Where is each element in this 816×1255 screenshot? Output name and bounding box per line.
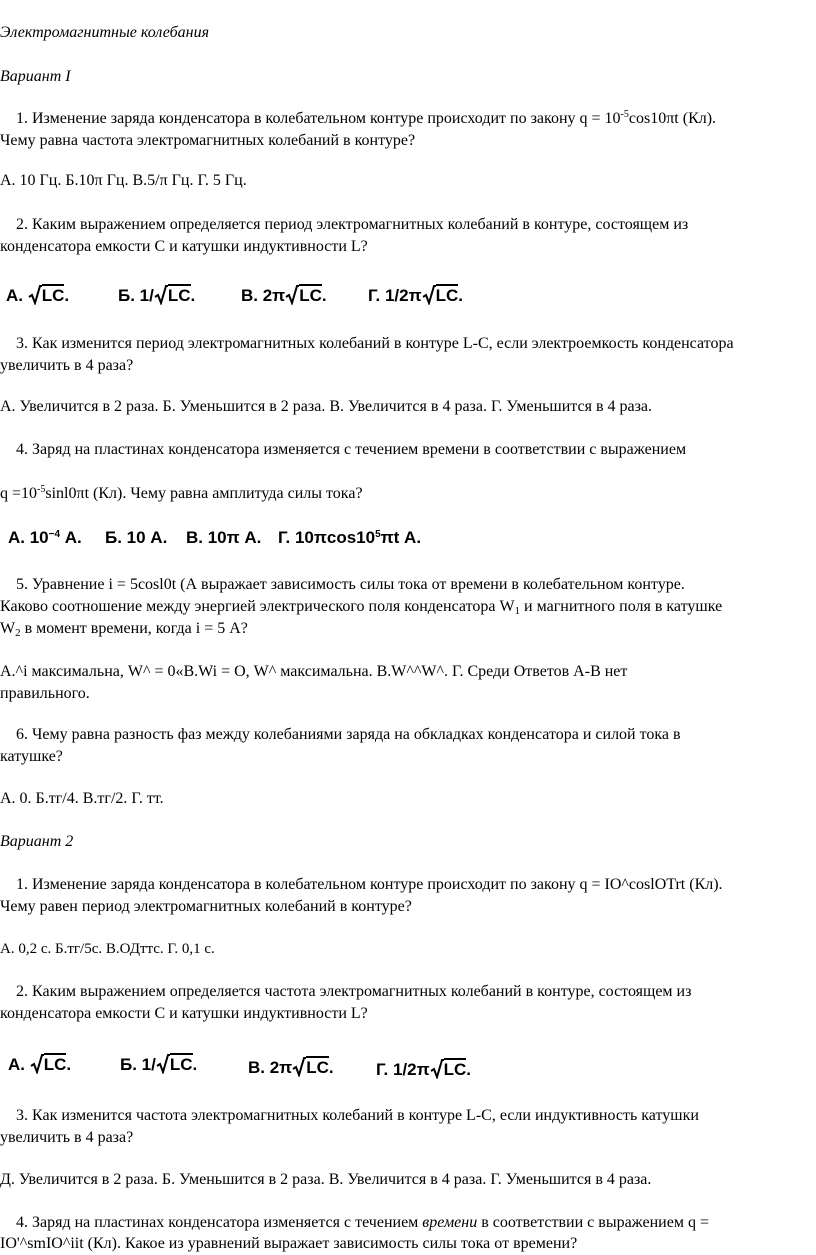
v2-q2-options: [8, 1053, 808, 1081]
sqrt-icon: [28, 285, 42, 305]
v1-q4-line1: 4. Заряд на пластинах конденсатора изменяется с течением времени в соответствии с выражением: [16, 441, 687, 458]
v1-q4-option-b: Б. 10 А.: [105, 528, 168, 547]
v2-q1-line2: Чему равен период электромагнитных колебаний в контуре?: [0, 898, 412, 915]
sqrt-icon: [30, 1054, 44, 1074]
v1-q4-option-d: Г. $10\pi\cos 10^5\pi t$ А.: [278, 528, 422, 547]
v1-q5-line1: 5. Уравнение i = 5cosl0t (А выражает зависимость силы тока от времени в колебательном контуре.: [16, 576, 685, 593]
v1-q4-option-c: В. 10π А.: [186, 528, 262, 547]
variant1-heading: Вариант I: [0, 68, 71, 85]
v1-q5-line3: $W_2$ в момент времени, когда i = 5 А?: [0, 620, 248, 639]
v2-q3-line1: 3. Как изменится частота электромагнитных колебаний в контуре L-C, если индуктивность катушки: [16, 1107, 699, 1124]
v1-q3-line1: 3. Как изменится период электромагнитных колебаний в контуре L-C, если электроемкость конденсатора: [16, 335, 734, 352]
v1-q3-line2: увеличить в 4 раза?: [0, 357, 134, 374]
v2-q2-line1: 2. Каким выражением определяется частота электромагнитных колебаний в контуре, состоящем из: [16, 983, 692, 1000]
v2-q2-option-d: Г. 1/2π LC.: [376, 1060, 472, 1079]
v1-q1-line2: Чему равна частота электромагнитных колебаний в контуре?: [0, 132, 416, 149]
v1-q4-equation: $q =10^{-5}\sin l0\pi t$ (Кл). Чему равна амплитуда силы тока?: [0, 484, 363, 502]
v1-q5-answers-cont: правильного.: [0, 685, 90, 702]
v2-q1-line1: 1. Изменение заряда конденсатора в колебательном контуре происходит по закону q = IO^coslOTrt (Кл).: [16, 876, 723, 893]
v2-q4-line1: 4. Заряд на пластинах конденсатора изменяется с течением времени в соответствии с выражением q =: [16, 1214, 709, 1231]
v1-q5-answers: А.^i максимальна, W^ = 0«В.Wi = О, W^ максимальна. В.W^^W^. Г. Среди Ответов А-В нет: [0, 663, 628, 680]
v1-q3-answers: А. Увеличится в 2 раза. Б. Уменьшится в 2 раза. В. Увеличится в 4 раза. Г. Уменьшится в 4 раза.: [0, 398, 653, 415]
v2-q3-answers: Д. Увеличится в 2 раза. Б. Уменьшится в 2 раза. В. Увеличится в 4 раза. Г. Уменьшится в 4 раза.: [0, 1171, 652, 1188]
v1-q6-line2: катушке?: [0, 748, 63, 765]
v1-q2-option-b: Б. 1/ LC.: [118, 286, 196, 305]
v1-q4-option-a: А. $10^{-4}$ А.: [8, 528, 82, 547]
v1-q5-line2: Каково соотношение между энергией электрического поля конденсатора $W_1$ и магнитного поля в катушке: [0, 598, 723, 617]
v2-q2-option-a: А. LC.: [8, 1055, 72, 1074]
sqrt-icon: [292, 1057, 306, 1077]
sqrt-icon: [285, 285, 299, 305]
document-title: Электромагнитные колебания: [0, 24, 210, 41]
v1-q6-line1: 6. Чему равна разность фаз между колебаниями заряда на обкладках конденсатора и силой тока в: [16, 726, 681, 743]
v2-q4-line2: IO'^smIO^iit (Кл). Какое из уравнений выражает зависимость силы тока от времени?: [0, 1235, 578, 1252]
v2-q2-option-b: Б. 1/ LC.: [120, 1055, 198, 1074]
sqrt-icon: [156, 1054, 170, 1074]
v2-q2-option-c: В. 2π LC.: [248, 1058, 334, 1077]
v2-q3-line2: увеличить в 4 раза?: [0, 1129, 134, 1146]
sqrt-icon: [422, 285, 436, 305]
variant2-heading: Вариант 2: [0, 833, 74, 850]
v1-q2-line1: 2. Каким выражением определяется период электромагнитных колебаний в контуре, состоящем из: [16, 216, 689, 233]
v1-q2-option-d: Г. 1/2π LC.: [368, 286, 464, 305]
sqrt-icon: [430, 1059, 444, 1079]
v1-q2-option-a: А. LC.: [6, 286, 70, 305]
v1-q2-options: [6, 284, 806, 310]
sqrt-icon: [154, 285, 168, 305]
v1-q2-option-c: В. 2π LC.: [241, 286, 327, 305]
v2-q2-line2: конденсатора емкости С и катушки индуктивности L?: [0, 1005, 368, 1022]
v1-q4-options: [8, 526, 808, 552]
v1-q1-answers: А. 10 Гц. Б.10π Гц. В.5/π Гц. Г. 5 Гц.: [0, 172, 247, 189]
v2-q1-answers: А. 0,2 с. Б.тг/5с. В.ОДттс. Г. 0,1 с.: [0, 941, 215, 957]
v1-q1-line1: 1. Изменение заряда конденсатора в колебательном контуре происходит по закону $q = 10^{-5}\cos 10\pi t$ (Кл).: [16, 109, 717, 127]
v1-q2-line2: конденсатора емкости С и катушки индуктивности L?: [0, 238, 368, 255]
v1-q6-answers: А. 0. Б.тг/4. В.тг/2. Г. тт.: [0, 790, 164, 807]
